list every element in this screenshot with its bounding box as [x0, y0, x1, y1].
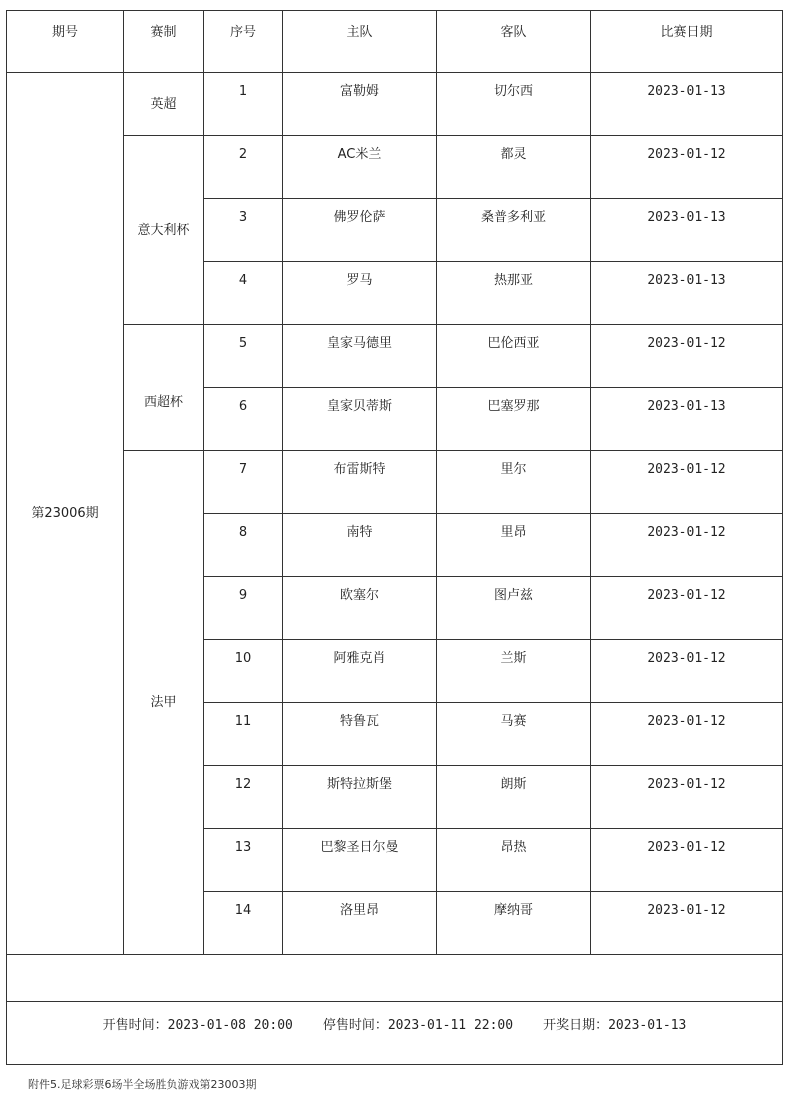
draw-date: 开奖日期：2023-01-13 [543, 1018, 687, 1033]
date-cell: 2023-01-12 [591, 451, 783, 514]
away-cell: 都灵 [437, 136, 591, 199]
sale-info-cell [7, 1002, 783, 1065]
home-cell: 南特 [283, 514, 437, 577]
blank-row [7, 955, 783, 1002]
seq-cell: 8 [204, 514, 283, 577]
home-cell: 特鲁瓦 [283, 703, 437, 766]
competition-cell: 西超杯 [124, 325, 204, 451]
away-cell: 巴塞罗那 [437, 388, 591, 451]
seq-cell: 14 [204, 892, 283, 955]
away-cell: 热那亚 [437, 262, 591, 325]
table-row [7, 325, 783, 388]
header-date: 比赛日期 [591, 11, 783, 73]
date-cell: 2023-01-12 [591, 829, 783, 892]
away-cell: 里尔 [437, 451, 591, 514]
home-cell: 阿雅克肖 [283, 640, 437, 703]
away-cell: 巴伦西亚 [437, 325, 591, 388]
date-cell: 2023-01-13 [591, 199, 783, 262]
header-issue: 期号 [7, 11, 124, 73]
header-away: 客队 [437, 11, 591, 73]
home-cell: 巴黎圣日尔曼 [283, 829, 437, 892]
table-row [7, 73, 783, 136]
date-cell: 2023-01-13 [591, 262, 783, 325]
date-cell: 2023-01-12 [591, 703, 783, 766]
seq-cell: 1 [204, 73, 283, 136]
date-cell: 2023-01-12 [591, 577, 783, 640]
away-cell: 里昂 [437, 514, 591, 577]
date-cell: 2023-01-12 [591, 514, 783, 577]
sale-start-time: 开售时间：2023-01-08 20:00 [102, 1018, 293, 1033]
date-cell: 2023-01-12 [591, 892, 783, 955]
seq-cell: 9 [204, 577, 283, 640]
header-row [7, 11, 783, 73]
away-cell: 桑普多利亚 [437, 199, 591, 262]
home-cell: AC米兰 [283, 136, 437, 199]
date-cell: 2023-01-13 [591, 73, 783, 136]
date-cell: 2023-01-12 [591, 640, 783, 703]
away-cell: 兰斯 [437, 640, 591, 703]
away-cell: 摩纳哥 [437, 892, 591, 955]
home-cell: 洛里昂 [283, 892, 437, 955]
away-cell: 图卢兹 [437, 577, 591, 640]
seq-cell: 7 [204, 451, 283, 514]
seq-cell: 5 [204, 325, 283, 388]
home-cell: 佛罗伦萨 [283, 199, 437, 262]
home-cell: 斯特拉斯堡 [283, 766, 437, 829]
date-cell: 2023-01-12 [591, 136, 783, 199]
home-cell: 皇家贝蒂斯 [283, 388, 437, 451]
away-cell: 昂热 [437, 829, 591, 892]
seq-cell: 3 [204, 199, 283, 262]
table-row [7, 451, 783, 514]
away-cell: 朗斯 [437, 766, 591, 829]
away-cell: 切尔西 [437, 73, 591, 136]
home-cell: 布雷斯特 [283, 451, 437, 514]
seq-cell: 6 [204, 388, 283, 451]
header-home: 主队 [283, 11, 437, 73]
date-cell: 2023-01-12 [591, 325, 783, 388]
competition-cell: 英超 [124, 73, 204, 136]
seq-cell: 13 [204, 829, 283, 892]
footnote: 附件5.足球彩票6场半全场胜负游戏第23003期 [28, 1078, 257, 1091]
seq-cell: 12 [204, 766, 283, 829]
header-competition: 赛制 [124, 11, 204, 73]
home-cell: 皇家马德里 [283, 325, 437, 388]
away-cell: 马赛 [437, 703, 591, 766]
home-cell: 富勒姆 [283, 73, 437, 136]
competition-cell: 法甲 [124, 451, 204, 955]
sale-info-line [7, 1018, 782, 1033]
seq-cell: 4 [204, 262, 283, 325]
issue-cell: 第23006期 [7, 73, 124, 955]
schedule-table [6, 10, 783, 1065]
home-cell: 欧塞尔 [283, 577, 437, 640]
seq-cell: 2 [204, 136, 283, 199]
header-seq: 序号 [204, 11, 283, 73]
sale-stop-time: 停售时间：2023-01-11 22:00 [322, 1018, 514, 1033]
seq-cell: 11 [204, 703, 283, 766]
home-cell: 罗马 [283, 262, 437, 325]
sale-info-row [7, 1002, 783, 1065]
table-row [7, 136, 783, 199]
competition-cell: 意大利杯 [124, 136, 204, 325]
seq-cell: 10 [204, 640, 283, 703]
date-cell: 2023-01-12 [591, 766, 783, 829]
date-cell: 2023-01-13 [591, 388, 783, 451]
blank-cell [7, 955, 783, 1002]
